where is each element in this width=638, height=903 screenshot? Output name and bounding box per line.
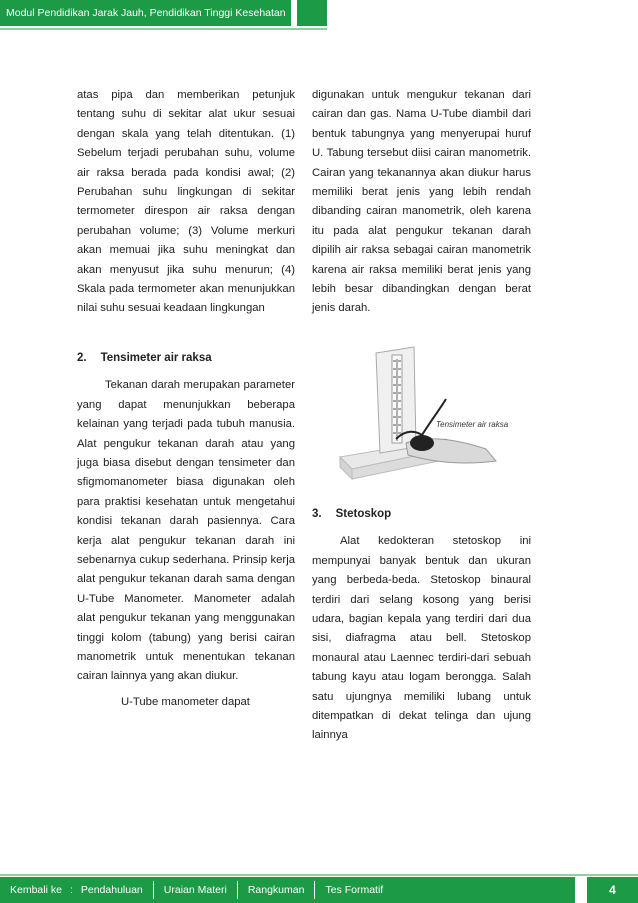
section-2-paragraph-2: U-Tube manometer dapat	[121, 695, 250, 708]
footer-separator	[237, 881, 238, 899]
header-accent-block	[297, 0, 327, 26]
section-2-number: 2.	[77, 351, 87, 364]
footer-divider	[0, 874, 638, 876]
footer-separator	[153, 881, 154, 899]
section-2-paragraph-1: Tekanan darah merupakan parameter yang dapat menunjukkan beberapa kelainan yang terjadi pada tubuh manusia. Alat pengukur tekanan darah atau yang juga biasa disebut dengan tensimeter dan sfigmomanometer biasa digunakan oleh para praktisi kesehatan untuk mengetahui kondisi tekanan darah pasiennya. Cara kerja alat pengukur tekanan darah ini sebenarnya cukup sederhana. Prinsip kerja alat pengukur tekanan darah sama dengan U-Tube Manometer. Manometer adalah alat pengukur tekanan yang menggunakan tinggi kolom (tabung) yang berisi cairan manometrik untuk menentukan tekanan cairan lainnya yang akan diukur.	[77, 379, 295, 683]
left-column	[77, 86, 295, 712]
footer-link-uraian-materi[interactable]: Uraian Materi	[163, 884, 227, 896]
page-number: 4	[587, 877, 638, 903]
footer-separator	[314, 881, 315, 899]
footer-nav	[0, 877, 575, 903]
footer-link-rangkuman[interactable]: Rangkuman	[247, 884, 305, 896]
tensimeter-illustration	[336, 339, 509, 489]
footer-link-pendahuluan[interactable]: Pendahuluan	[80, 884, 143, 896]
section-3-title: Stetoskop	[335, 507, 392, 520]
section-3-paragraph-1: Alat kedokteran stetoskop ini mempunyai banyak bentuk dan ukuran yang berbeda-beda. Stetoskop binaural terdiri dari selang kosong yang berisi udara, bagian kepala yang terdiri dari dua sisi, diafragma atau bell. Stetoskop monaural atau Laennec terdiri-dari sebuah tabung kayu atau logam berongga. Salah satu ujungnya memiliki lubang untuk ditempatkan di dekat telinga dan ujung lainnya	[312, 535, 531, 742]
footer-back-label: Kembali ke	[10, 884, 62, 896]
header-divider	[0, 28, 327, 30]
section-3-number: 3.	[312, 507, 322, 520]
right-intro-paragraph: digunakan untuk mengukur tekanan dari cairan dan gas. Nama U-Tube diambil dari bentuk tabungnya yang menyerupai huruf U. Tabung tersebut diisi cairan manometrik. Cairan yang tekanannya akan diukur harus memiliki berat jenis yang lebih rendah dibanding cairan manometrik, oleh karena itu pada alat pengukur tekanan darah dipilih air raksa sebagai cairan manometrik karena air raksa memiliki berat jenis yang lebih besar dibandingkan dengan berat jenis darah.	[312, 89, 531, 315]
header-title: Modul Pendidikan Jarak Jauh, Pendidikan Tinggi Kesehatan	[0, 0, 291, 26]
left-intro-paragraph: atas pipa dan memberikan petunjuk tentang suhu di sekitar alat ukur sesuai dengan skala yang telah ditentukan. (1) Sebelum terjadi perubahan suhu, volume air raksa berada pada kondisi awal; (2) Perubahan suhu lingkungan di sekitar termometer direspon air raksa dengan perubahan volume; (3) Volume merkuri akan memuai jika suhu meningkat dan akan menyusut jika suhu menurun; (4) Skala pada termometer akan menunjukkan nilai suhu sesuai keadaan lingkungan	[77, 89, 295, 315]
section-2-title: Tensimeter air raksa	[100, 351, 212, 364]
section-3-heading	[312, 505, 531, 524]
footer-colon: :	[69, 884, 73, 896]
section-2-heading	[77, 349, 295, 368]
footer-link-tes-formatif[interactable]: Tes Formatif	[325, 884, 384, 896]
right-column	[312, 86, 531, 746]
tensimeter-figure	[336, 339, 555, 489]
figure-caption: Tensimeter air raksa	[436, 419, 509, 429]
